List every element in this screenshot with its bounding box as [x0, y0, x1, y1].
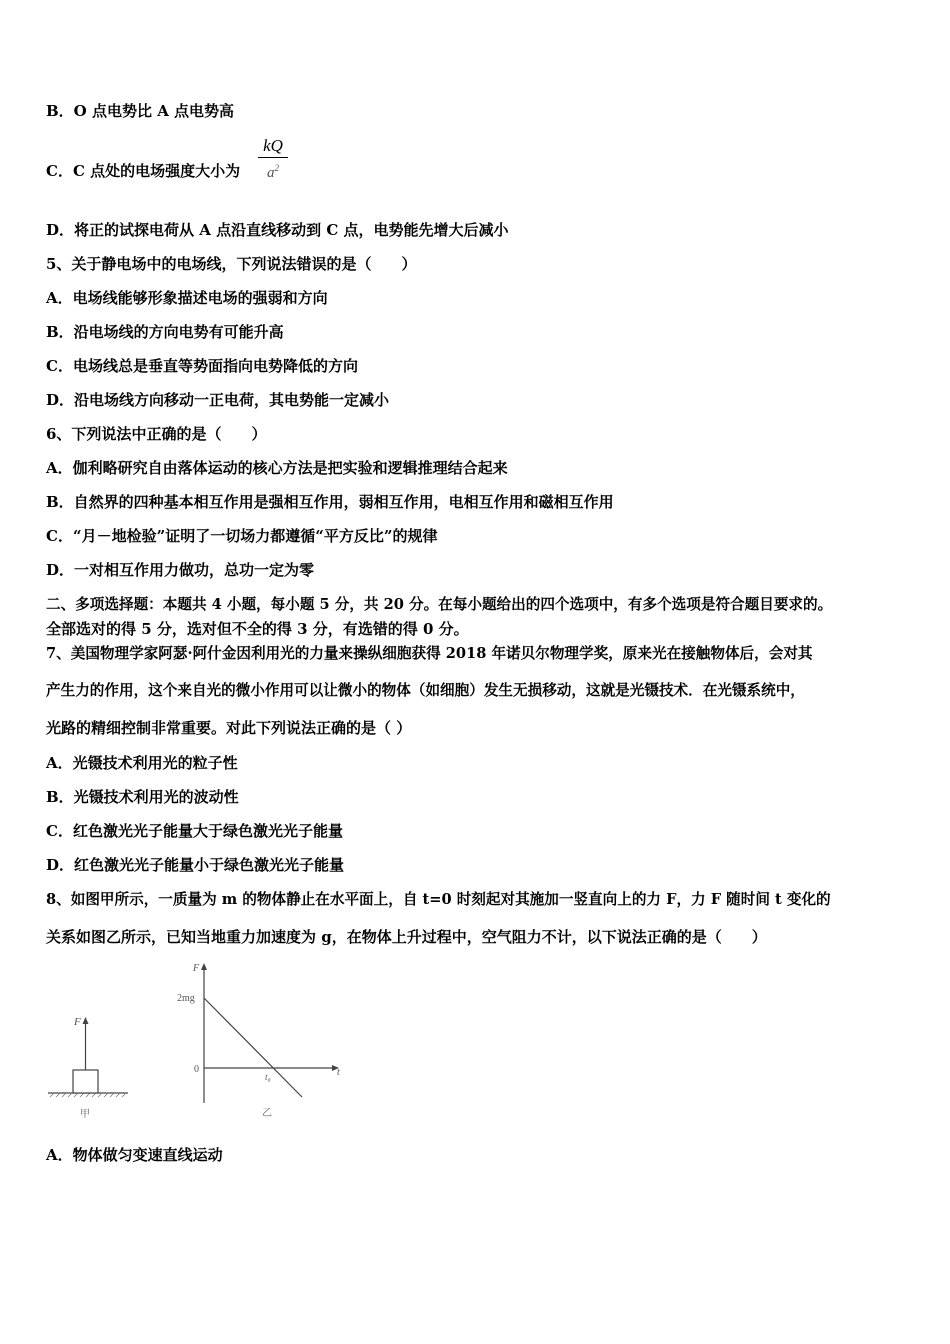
- y-tick-2mg: 2mg: [177, 993, 195, 1004]
- force-arrow-head: [83, 1017, 89, 1024]
- origin-label: 0: [194, 1064, 199, 1075]
- q8-option-a: A．物体做匀变速直线运动: [46, 1146, 223, 1164]
- question-8-line-2: 关系如图乙所示，已知当地重力加速度为 g，在物体上升过程中，空气阻力不计，以下说法正确的是（ ）: [46, 928, 767, 946]
- q7-option-d: D．红色激光光子能量小于绿色激光光子能量: [46, 856, 345, 874]
- fraction-denominator: [258, 159, 288, 182]
- question-8-figure: [40, 955, 360, 1129]
- q6-option-c: C．“月－地检验”证明了一切场力都遵循“平方反比”的规律: [46, 527, 438, 545]
- q7-option-b: B．光镊技术利用光的波动性: [46, 788, 239, 806]
- x-tick-t0: t₀: [265, 1072, 271, 1082]
- caption-yi: 乙: [262, 1108, 272, 1119]
- section-2-scoring: 全部选对的得 5 分，选对但不全的得 3 分，有选错的得 0 分。: [46, 620, 469, 638]
- force-line: [204, 998, 302, 1097]
- question-6: 6、下列说法中正确的是（ ）: [46, 425, 267, 443]
- block: [73, 1070, 98, 1093]
- option-b-prev: B．O 点电势比 A 点电势高: [46, 102, 235, 120]
- question-8-line-1: 8、如图甲所示，一质量为 m 的物体静止在水平面上，自 t=0 时刻起对其施加一竖直向上的力 F，力 F 随时间 t 变化的: [46, 891, 831, 908]
- question-7-line-3: 光路的精细控制非常重要。对此下列说法正确的是（ ）: [46, 719, 412, 737]
- caption-jia: 甲: [80, 1109, 90, 1120]
- option-c-prev: C．C 点处的电场强度大小为: [46, 162, 241, 180]
- y-axis-label: F: [193, 963, 200, 974]
- figure-jia: [48, 1016, 128, 1120]
- q5-option-a: A．电场线能够形象描述电场的强弱和方向: [46, 289, 328, 307]
- question-7-line-2: 产生力的作用，这个来自光的微小作用可以让微小的物体（如细胞）发生无损移动，这就是光镊技术．在光镊系统中，: [46, 682, 805, 699]
- fraction-kq-over-a2: [258, 136, 288, 182]
- option-d-prev: D．将正的试探电荷从 A 点沿直线移动到 C 点，电势能先增大后减小: [46, 221, 509, 239]
- section-2-heading: 二、多项选择题：本题共 4 小题，每小题 5 分，共 20 分。在每小题给出的四个选项中，有多个选项是符合题目要求的。: [46, 596, 833, 613]
- q6-option-a: A．伽利略研究自由落体运动的核心方法是把实验和逻辑推理结合起来: [46, 459, 508, 477]
- y-axis-arrow: [201, 963, 207, 970]
- q6-option-b: B．自然界的四种基本相互作用是强相互作用，弱相互作用，电相互作用和磁相互作用: [46, 493, 614, 511]
- q5-option-d: D．沿电场线方向移动一正电荷，其电势能一定减小: [46, 391, 390, 409]
- denominator-exponent: 2: [274, 163, 279, 173]
- fraction-bar: [258, 157, 288, 158]
- denominator-base: a: [267, 165, 275, 181]
- question-7-line-1: 7、美国物理学家阿瑟·阿什金因利用光的力量来操纵细胞获得 2018 年诺贝尔物理学奖，原来光在接触物体后，会对其: [46, 645, 813, 662]
- q6-option-d: D．一对相互作用力做功，总功一定为零: [46, 561, 315, 579]
- fraction-numerator: kQ: [263, 136, 283, 155]
- force-label: F: [74, 1016, 81, 1028]
- x-axis-label: t: [337, 1067, 340, 1078]
- figure-svg: [40, 955, 360, 1125]
- question-5: 5、关于静电场中的电场线，下列说法错误的是（ ）: [46, 255, 417, 273]
- figure-yi: [177, 963, 340, 1119]
- q5-option-c: C．电场线总是垂直等势面指向电势降低的方向: [46, 357, 358, 375]
- q7-option-c: C．红色激光光子能量大于绿色激光光子能量: [46, 822, 343, 840]
- q5-option-b: B．沿电场线的方向电势有可能升高: [46, 323, 284, 341]
- q7-option-a: A．光镊技术利用光的粒子性: [46, 754, 238, 772]
